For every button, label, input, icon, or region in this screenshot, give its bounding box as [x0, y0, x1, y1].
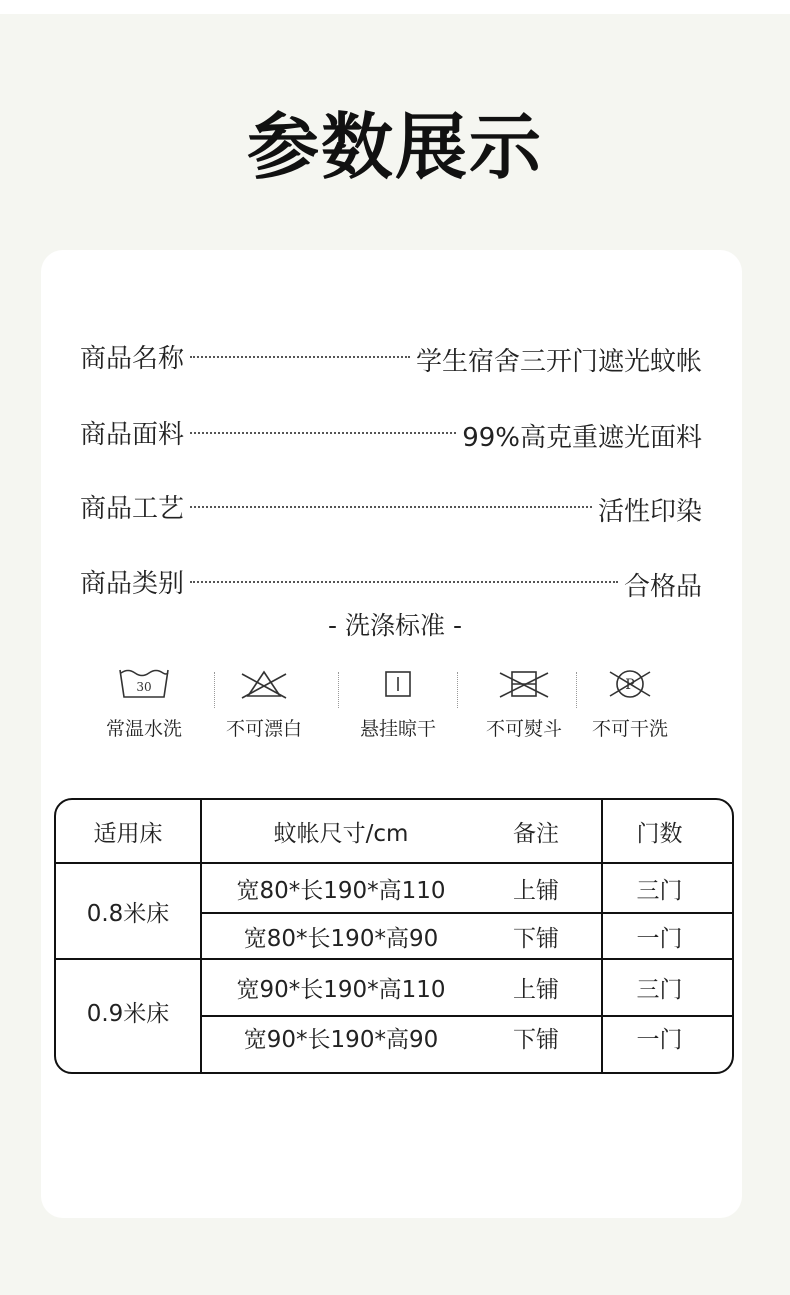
- param-row-fabric: [80, 412, 702, 452]
- param-value: 合格品: [623, 571, 702, 602]
- param-row-name: [80, 336, 702, 376]
- no-dry-clean-icon: [600, 664, 660, 704]
- divider: [457, 672, 458, 708]
- table-cell-doors: 一门: [636, 1026, 683, 1053]
- param-label: 商品面料: [80, 419, 185, 450]
- table-header-note: 备注: [513, 820, 559, 847]
- param-value: 活性印染: [597, 496, 702, 527]
- wash-item: [84, 664, 204, 741]
- wash-label: 不可漂白: [225, 718, 302, 740]
- table-cell-size: 宽90*长190*高110: [236, 977, 446, 1003]
- wash-label: 常温水洗: [105, 718, 182, 740]
- dotted-leader: [190, 581, 618, 583]
- table-cell-note: 上铺: [513, 877, 559, 904]
- dotted-leader: [190, 356, 410, 358]
- dry-clean-glyph: P: [625, 677, 635, 693]
- table-cell-note: 下铺: [513, 925, 559, 952]
- wash-temp: 30: [136, 680, 152, 694]
- table-header-bed: 适用床: [93, 820, 163, 847]
- table-cell-bed: 0.8米床: [86, 900, 170, 927]
- table-header-size: 蚊帐尺寸/cm: [273, 820, 409, 847]
- param-label: 商品名称: [80, 343, 185, 374]
- table-cell-note: 上铺: [513, 977, 559, 1003]
- hang-dry-icon: [368, 664, 428, 704]
- param-value: 学生宿舍三开门遮光蚊帐: [415, 346, 702, 377]
- page-title: 参数展示: [246, 105, 543, 189]
- wash-label: 不可干洗: [591, 718, 668, 740]
- table-cell-note: 下铺: [513, 1026, 559, 1053]
- no-iron-icon: [494, 664, 554, 704]
- table-cell-bed: 0.9米床: [86, 1000, 170, 1027]
- wash-30-icon: [114, 664, 174, 704]
- wash-item: [464, 664, 584, 741]
- dotted-leader: [190, 432, 456, 434]
- table-cell-size: 宽80*长190*高90: [243, 925, 439, 952]
- param-row-category: [80, 561, 702, 601]
- table-cell-size: 宽90*长190*高90: [243, 1026, 439, 1053]
- wash-item: [570, 664, 690, 741]
- wash-item: [204, 664, 324, 741]
- param-label: 商品工艺: [80, 493, 185, 524]
- table-cell-doors: 一门: [636, 925, 683, 952]
- table-cell-doors: 三门: [636, 877, 683, 904]
- size-table: [54, 798, 734, 1074]
- param-value: 99%高克重遮光面料: [462, 422, 702, 453]
- table-cell-doors: 三门: [636, 977, 683, 1003]
- table-header-doors: 门数: [636, 820, 683, 847]
- wash-standard-title: - 洗涤标准 -: [328, 611, 462, 640]
- param-row-craft: [80, 486, 702, 526]
- wash-label: 悬挂晾干: [359, 718, 436, 740]
- param-label: 商品类别: [80, 568, 185, 599]
- no-bleach-icon: [234, 664, 294, 704]
- table-cell-size: 宽80*长190*高110: [236, 877, 446, 904]
- wash-label: 不可熨斗: [485, 718, 562, 740]
- dotted-leader: [190, 506, 592, 508]
- wash-item: [338, 664, 458, 741]
